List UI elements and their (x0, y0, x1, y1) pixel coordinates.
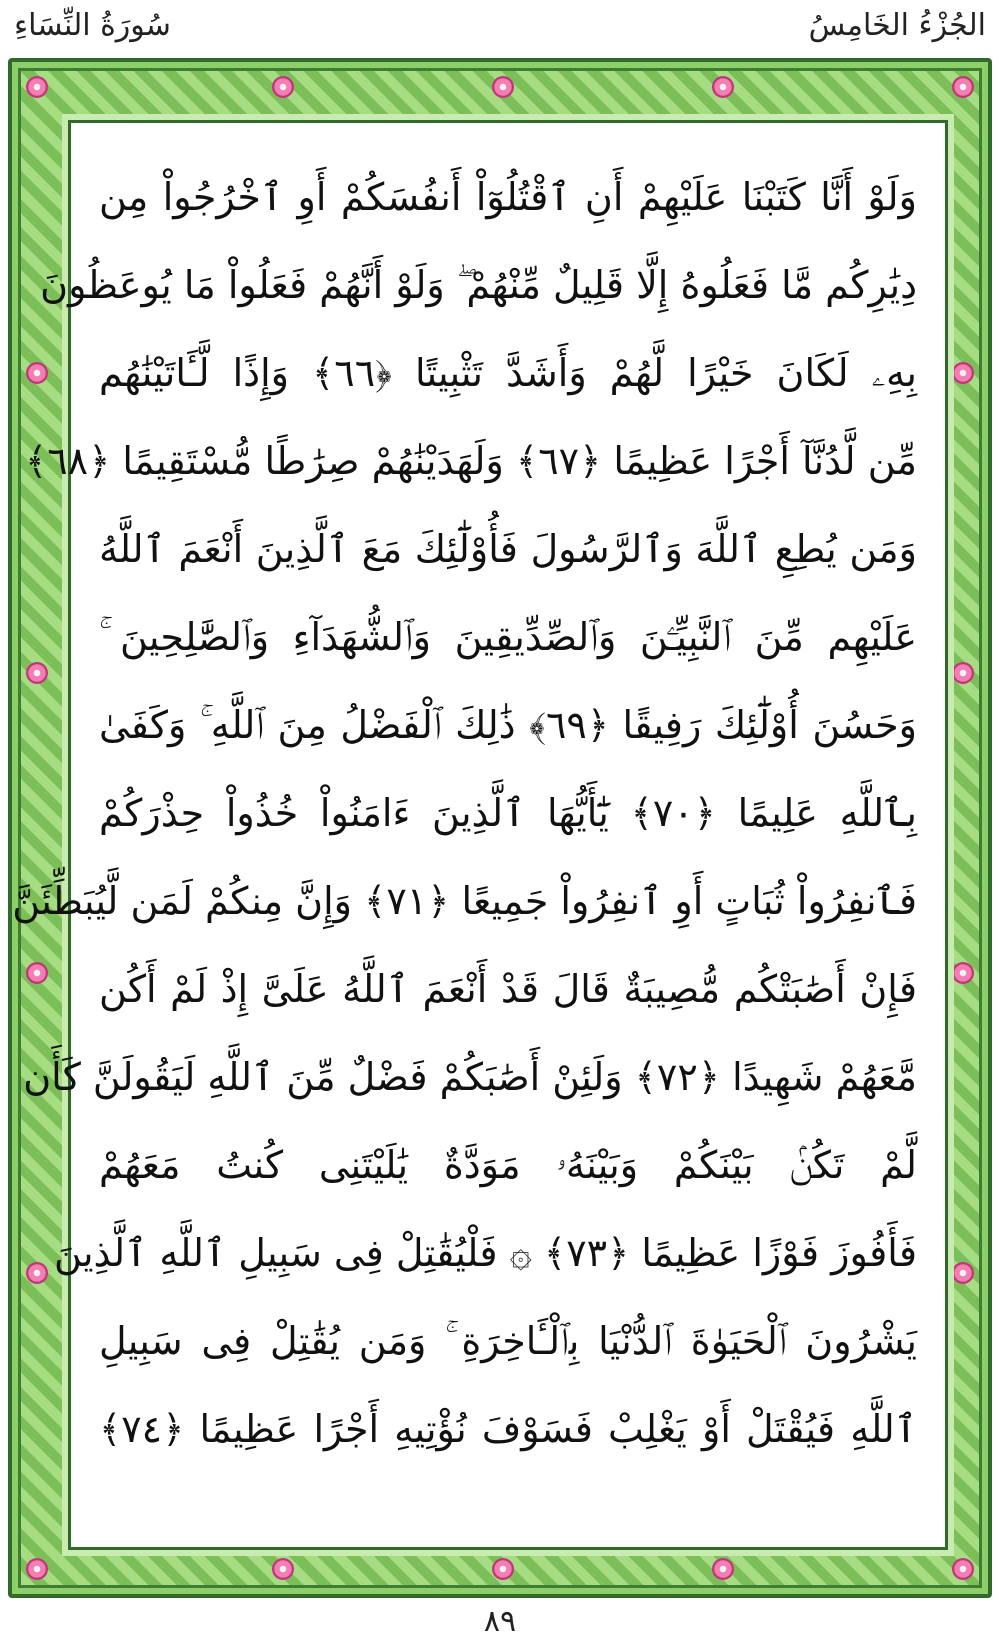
flower-ornament-icon (952, 962, 974, 984)
flower-ornament-icon (26, 76, 48, 98)
flower-ornament-icon (952, 76, 974, 98)
flower-ornament-icon (26, 1262, 48, 1284)
flower-ornament-icon (952, 662, 974, 684)
juz-name: الجُزْءُ الخَامِسُ (808, 8, 986, 43)
flower-ornament-icon (26, 362, 48, 384)
flower-ornament-icon (952, 1262, 974, 1284)
flower-ornament-icon (26, 1558, 48, 1580)
verse-line-4: مِّن لَّدُنَّآ أَجْرًا عَظِيمًا ﴿٦٧﴾ وَلَهَدَيْنَٰهُمْ صِرَٰطًا مُّسْتَقِيمًا ﴿٦٨﴾ (24, 439, 917, 483)
verse-line-9: فَٱنفِرُواْ ثُبَاتٍ أَوِ ٱنفِرُواْ جَمِيعًا ﴿٧١﴾ وَإِنَّ مِنكُمْ لَمَن لَّيُبَطِّئَنَّ (12, 879, 917, 923)
verse-line-6: عَلَيْهِم مِّنَ ٱلنَّبِيِّـۧنَ وَٱلصِّدِّيقِينَ وَٱلشُّهَدَآءِ وَٱلصَّٰلِحِينَ ۚ (99, 615, 917, 659)
verse-line-2: دِيَٰرِكُم مَّا فَعَلُوهُ إِلَّا قَلِيلٌ مِّنْهُمْ ۖ وَلَوْ أَنَّهُمْ فَعَلُواْ مَا يُوعَظُونَ (40, 263, 917, 307)
surah-name: سُورَةُ النِّسَاءِ (14, 8, 171, 43)
flower-ornament-icon (26, 662, 48, 684)
verse-line-7: وَحَسُنَ أُوْلَٰٓئِكَ رَفِيقًا ﴿٦٩﴾ ذَٰلِكَ ٱلْفَضْلُ مِنَ ٱللَّهِ ۚ وَكَفَىٰ (99, 703, 917, 747)
verse-line-11: مَّعَهُمْ شَهِيدًا ﴿٧٢﴾ وَلَئِنْ أَصَٰبَكُمْ فَضْلٌ مِّنَ ٱللَّهِ لَيَقُولَنَّ كَأَن (23, 1055, 917, 1099)
page-header (0, 0, 1000, 56)
decorative-border (8, 58, 992, 1598)
flower-ornament-icon (26, 962, 48, 984)
verse-lines (12, 153, 918, 1517)
verse-line-8: بِٱللَّهِ عَلِيمًا ﴿٧٠﴾ يَٰٓأَيُّهَا ٱلَّذِينَ ءَامَنُواْ خُذُواْ حِذْرَكُمْ (99, 791, 917, 835)
flower-ornament-icon (712, 1558, 734, 1580)
flower-ornament-icon (272, 1558, 294, 1580)
verse-line-3: بِهِۦ لَكَانَ خَيْرًا لَّهُمْ وَأَشَدَّ تَثْبِيتًا ﴿٦٦﴾ وَإِذًا لَّـَٔاتَيْنَٰهُم (99, 351, 918, 395)
page-number: ٨٩ (483, 1604, 517, 1639)
flower-ornament-icon (952, 362, 974, 384)
verse-line-13: فَأَفُوزَ فَوْزًا عَظِيمًا ﴿٧٣﴾ ۞ فَلْيُقَٰتِلْ فِى سَبِيلِ ٱللَّهِ ٱلَّذِينَ (54, 1231, 917, 1275)
verse-line-10: فَإِنْ أَصَٰبَتْكُم مُّصِيبَةٌ قَالَ قَدْ أَنْعَمَ ٱللَّهُ عَلَىَّ إِذْ لَمْ أَكُن (99, 967, 917, 1011)
verse-line-1: وَلَوْ أَنَّا كَتَبْنَا عَلَيْهِمْ أَنِ ٱقْتُلُوٓاْ أَنفُسَكُمْ أَوِ ٱخْرُجُواْ مِن (99, 175, 917, 219)
verse-line-15: ٱللَّهِ فَيُقْتَلْ أَوْ يَغْلِبْ فَسَوْفَ نُؤْتِيهِ أَجْرًا عَظِيمًا ﴿٧٤﴾ (99, 1407, 917, 1451)
quran-text-panel (12, 120, 948, 1550)
flower-ornament-icon (952, 1558, 974, 1580)
verse-line-12: لَّمْ تَكُنۢ بَيْنَكُمْ وَبَيْنَهُۥ مَوَدَّةٌ يَٰلَيْتَنِى كُنتُ مَعَهُمْ (99, 1143, 917, 1187)
flower-ornament-icon (272, 76, 294, 98)
verse-line-14: يَشْرُونَ ٱلْحَيَوٰةَ ٱلدُّنْيَا بِٱلْـَٔاخِرَةِ ۚ وَمَن يُقَٰتِلْ فِى سَبِيلِ (99, 1319, 917, 1363)
flower-ornament-icon (492, 1558, 514, 1580)
verse-line-5: وَمَن يُطِعِ ٱللَّهَ وَٱلرَّسُولَ فَأُوْلَٰٓئِكَ مَعَ ٱلَّذِينَ أَنْعَمَ ٱللَّهُ (99, 527, 917, 571)
flower-ornament-icon (492, 76, 514, 98)
flower-ornament-icon (712, 76, 734, 98)
